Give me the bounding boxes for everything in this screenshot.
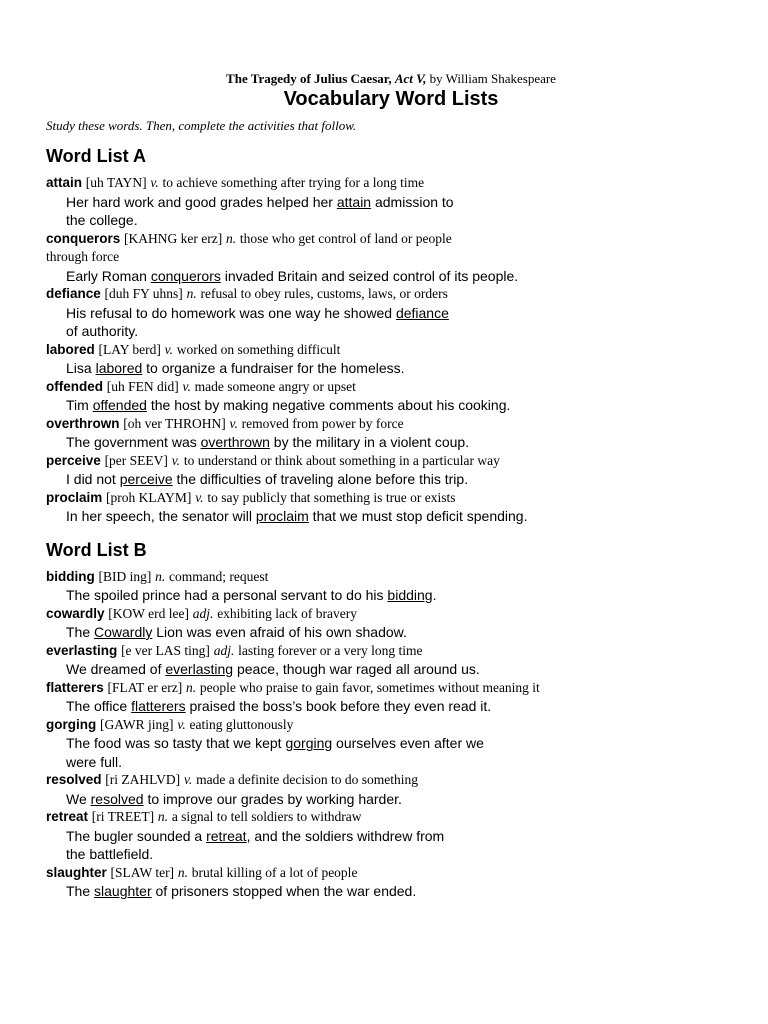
example-text-before: Tim	[66, 397, 93, 413]
word-lists	[46, 144, 736, 901]
definition-text: people who praise to gain favor, sometimes without meaning it	[199, 679, 540, 695]
example-text-after: to improve our grades by working harder.	[143, 790, 402, 807]
example-sentence	[46, 790, 736, 809]
vocab-entry	[46, 771, 736, 808]
definition-line	[46, 285, 736, 304]
example-sentence	[46, 267, 736, 286]
vocab-word: retreat	[46, 809, 89, 824]
part-of-speech: n.	[186, 286, 197, 301]
word-list-heading: Word List A	[46, 146, 146, 166]
definition-text: eating gluttonously	[189, 716, 294, 732]
vocab-entry	[46, 174, 736, 230]
part-of-speech: n.	[155, 568, 166, 584]
example-sentence	[46, 734, 736, 771]
example-text-before: In her speech, the senator will	[66, 508, 256, 524]
vocab-entry	[46, 864, 736, 901]
word-list-section	[46, 538, 736, 901]
vocab-entry	[46, 341, 736, 378]
example-text-after: of prisoners stopped when the war ended.	[151, 883, 417, 899]
pronunciation: [ri TREET]	[91, 809, 155, 824]
example-text-after: , and the soldiers withdrew from	[246, 827, 445, 844]
instructions: Study these words. Then, complete the activities that follow.	[46, 118, 357, 133]
example-text-before: We dreamed of	[66, 661, 166, 677]
definition-line	[46, 864, 736, 883]
example-text-before: The	[66, 624, 95, 640]
example-sentence	[46, 359, 736, 378]
example-sentence	[46, 586, 736, 605]
definition-text: made a definite decision to do something	[196, 772, 419, 787]
example-text-before: The	[66, 883, 95, 899]
example-highlighted-word: labored	[95, 360, 143, 376]
vocab-entry	[46, 642, 736, 679]
worksheet-page	[46, 70, 736, 901]
example-continuation: the battlefield.	[66, 846, 154, 862]
example-text-before: We	[66, 790, 91, 807]
example-sentence	[46, 304, 736, 341]
part-of-speech: v.	[229, 415, 238, 431]
example-text-before: Lisa	[66, 360, 96, 376]
pronunciation: [ri ZAHLVD]	[105, 772, 181, 787]
vocab-entry	[46, 716, 736, 772]
definition-continuation: through force	[46, 249, 120, 264]
definition-text: lasting forever or a very long time	[238, 642, 423, 658]
pronunciation: [oh ver THROHN]	[123, 415, 226, 431]
example-highlighted-word: conquerors	[150, 267, 221, 284]
vocab-word: proclaim	[46, 489, 103, 505]
definition-line	[46, 605, 736, 624]
definition-text: exhibiting lack of bravery	[217, 605, 358, 621]
pronunciation: [LAY berd]	[98, 341, 161, 357]
example-text-after: ourselves even after we	[332, 735, 484, 751]
definition-line	[46, 341, 736, 360]
definition-line	[46, 378, 736, 397]
example-highlighted-word: offended	[92, 397, 147, 413]
example-text-before: The bugler sounded a	[66, 827, 207, 844]
pronunciation: [GAWR jing]	[100, 716, 174, 732]
vocab-entry	[46, 285, 736, 341]
example-highlighted-word: resolved	[90, 790, 144, 807]
word-list-section	[46, 144, 736, 526]
pronunciation: [FLAT er erz]	[107, 679, 183, 695]
definition-line	[46, 568, 736, 587]
example-sentence	[46, 697, 736, 716]
example-highlighted-word: Cowardly	[94, 624, 153, 640]
definition-line	[46, 415, 736, 434]
definition-text: made someone angry or upset	[194, 378, 356, 394]
vocab-entry	[46, 452, 736, 489]
definition-line	[46, 808, 736, 827]
example-sentence	[46, 660, 736, 679]
example-continuation: were full.	[66, 753, 123, 770]
definition-text: a signal to tell soldiers to withdraw	[171, 809, 362, 824]
example-sentence	[46, 470, 736, 489]
play-title: The Tragedy of Julius Caesar,	[226, 71, 392, 86]
example-sentence	[46, 882, 736, 901]
part-of-speech: v.	[171, 452, 181, 468]
definition-text: to achieve something after trying for a long time	[162, 175, 425, 190]
page-title: Vocabulary Word Lists	[283, 88, 499, 110]
part-of-speech: v.	[182, 378, 191, 394]
definition-text: removed from power by force	[241, 415, 404, 431]
pronunciation: [uh FEN did]	[106, 378, 179, 394]
act-label: Act V,	[394, 71, 427, 86]
vocab-word: overthrown	[46, 415, 120, 431]
vocab-entry	[46, 605, 736, 642]
example-highlighted-word: overthrown	[200, 434, 270, 450]
definition-text: those who get control of land or people	[239, 230, 452, 246]
example-highlighted-word: flatterers	[131, 698, 186, 714]
example-highlighted-word: proclaim	[255, 508, 309, 524]
example-highlighted-word: attain	[336, 193, 372, 210]
vocab-entry	[46, 489, 736, 526]
example-text-after: admission to	[371, 193, 454, 210]
vocab-entry	[46, 568, 736, 605]
vocab-word: labored	[46, 341, 95, 357]
pronunciation: [e ver LAS ting]	[121, 642, 210, 658]
author-credit: by William Shakespeare	[429, 71, 556, 86]
vocab-word: gorging	[46, 716, 97, 732]
example-highlighted-word: slaughter	[94, 883, 152, 899]
example-sentence	[46, 396, 736, 415]
part-of-speech: v.	[164, 341, 174, 357]
word-list-heading: Word List B	[46, 539, 147, 560]
example-text-before: Early Roman	[66, 267, 151, 284]
section-spacer	[46, 526, 736, 538]
vocab-word: perceive	[46, 452, 101, 468]
pronunciation: [KOW erd lee]	[108, 605, 190, 621]
pronunciation: [SLAW ter]	[110, 864, 175, 880]
part-of-speech: v.	[177, 716, 186, 732]
definition-line	[46, 489, 736, 508]
part-of-speech: n.	[186, 679, 197, 695]
part-of-speech: v.	[183, 772, 193, 787]
vocab-word: conquerors	[46, 230, 121, 246]
example-text-after: by the military in a violent coup.	[269, 434, 470, 450]
vocab-entry	[46, 230, 736, 286]
definition-line	[46, 771, 736, 790]
vocab-word: flatterers	[46, 679, 104, 695]
example-text-after: invaded Britain and seized control of its people.	[220, 267, 519, 284]
definition-text: refusal to obey rules, customs, laws, or orders	[200, 286, 448, 301]
definition-line	[46, 716, 736, 735]
vocab-word: defiance	[46, 286, 101, 301]
pronunciation: [KAHNG ker erz]	[124, 230, 223, 246]
pronunciation: [uh TAYN]	[85, 175, 147, 190]
example-text-before: Her hard work and good grades helped her	[66, 193, 337, 210]
vocab-word: offended	[46, 378, 103, 394]
example-text-after: peace, though war raged all around us.	[233, 661, 480, 677]
example-text-before: The office	[66, 698, 132, 714]
vocab-word: attain	[46, 175, 83, 190]
part-of-speech: n.	[157, 809, 169, 824]
vocab-word: slaughter	[46, 864, 107, 880]
example-text-before: I did not	[66, 471, 120, 487]
definition-line	[46, 230, 736, 249]
example-text-after: praised the boss’s book before they even read it.	[185, 698, 492, 714]
part-of-speech: n.	[226, 230, 237, 246]
example-continuation: the college.	[66, 212, 138, 228]
example-continuation: of authority.	[66, 323, 139, 339]
vocab-word: cowardly	[46, 605, 105, 621]
definition-line	[46, 174, 736, 193]
definition-text: command; request	[169, 568, 269, 584]
example-text-before: The food was so tasty that we kept	[66, 735, 286, 751]
example-text-after: .	[432, 587, 437, 603]
pronunciation: [duh FY uhns]	[104, 286, 183, 301]
example-text-after: the host by making negative comments about his cooking.	[146, 397, 511, 413]
example-highlighted-word: everlasting	[165, 661, 234, 677]
vocab-entry	[46, 378, 736, 415]
part-of-speech: v.	[150, 175, 159, 190]
example-sentence	[46, 433, 736, 452]
vocab-word: everlasting	[46, 642, 118, 658]
vocab-entry	[46, 415, 736, 452]
part-of-speech: n.	[177, 864, 188, 880]
example-sentence	[46, 507, 736, 526]
example-highlighted-word: retreat	[206, 827, 247, 844]
definition-text: to say publicly that something is true or exists	[207, 489, 456, 505]
example-sentence	[46, 827, 736, 864]
example-text-after: Lion was even afraid of his own shadow.	[152, 624, 407, 640]
example-text-before: His refusal to do homework was one way he showed	[66, 304, 396, 321]
pronunciation: [proh KLAYM]	[106, 489, 192, 505]
example-highlighted-word: bidding	[387, 587, 433, 603]
part-of-speech: adj.	[213, 642, 235, 658]
definition-text: worked on something difficult	[176, 341, 341, 357]
example-highlighted-word: gorging	[285, 735, 333, 751]
example-highlighted-word: perceive	[119, 471, 173, 487]
part-of-speech: adj.	[192, 605, 214, 621]
example-text-after: that we must stop deficit spending.	[308, 508, 528, 524]
part-of-speech: v.	[195, 489, 204, 505]
vocab-word: bidding	[46, 568, 95, 584]
vocab-entry	[46, 679, 736, 716]
example-text-after: to organize a fundraiser for the homeless.	[142, 360, 405, 376]
example-text-before: The spoiled prince had a personal servant to do his	[66, 587, 388, 603]
example-highlighted-word: defiance	[395, 304, 449, 321]
definition-line	[46, 642, 736, 661]
vocab-word: resolved	[46, 772, 102, 787]
pronunciation: [per SEEV]	[104, 452, 168, 468]
pronunciation: [BID ing]	[98, 568, 152, 584]
example-text-after: the difficulties of traveling alone before this trip.	[172, 471, 469, 487]
example-text-before: The government was	[66, 434, 201, 450]
definition-line	[46, 452, 736, 471]
document-header	[46, 70, 736, 88]
vocab-entry	[46, 808, 736, 864]
example-sentence	[46, 623, 736, 642]
definition-line	[46, 679, 736, 698]
example-sentence	[46, 193, 736, 230]
definition-text: brutal killing of a lot of people	[191, 864, 358, 880]
definition-text: to understand or think about something in a particular way	[183, 452, 500, 468]
